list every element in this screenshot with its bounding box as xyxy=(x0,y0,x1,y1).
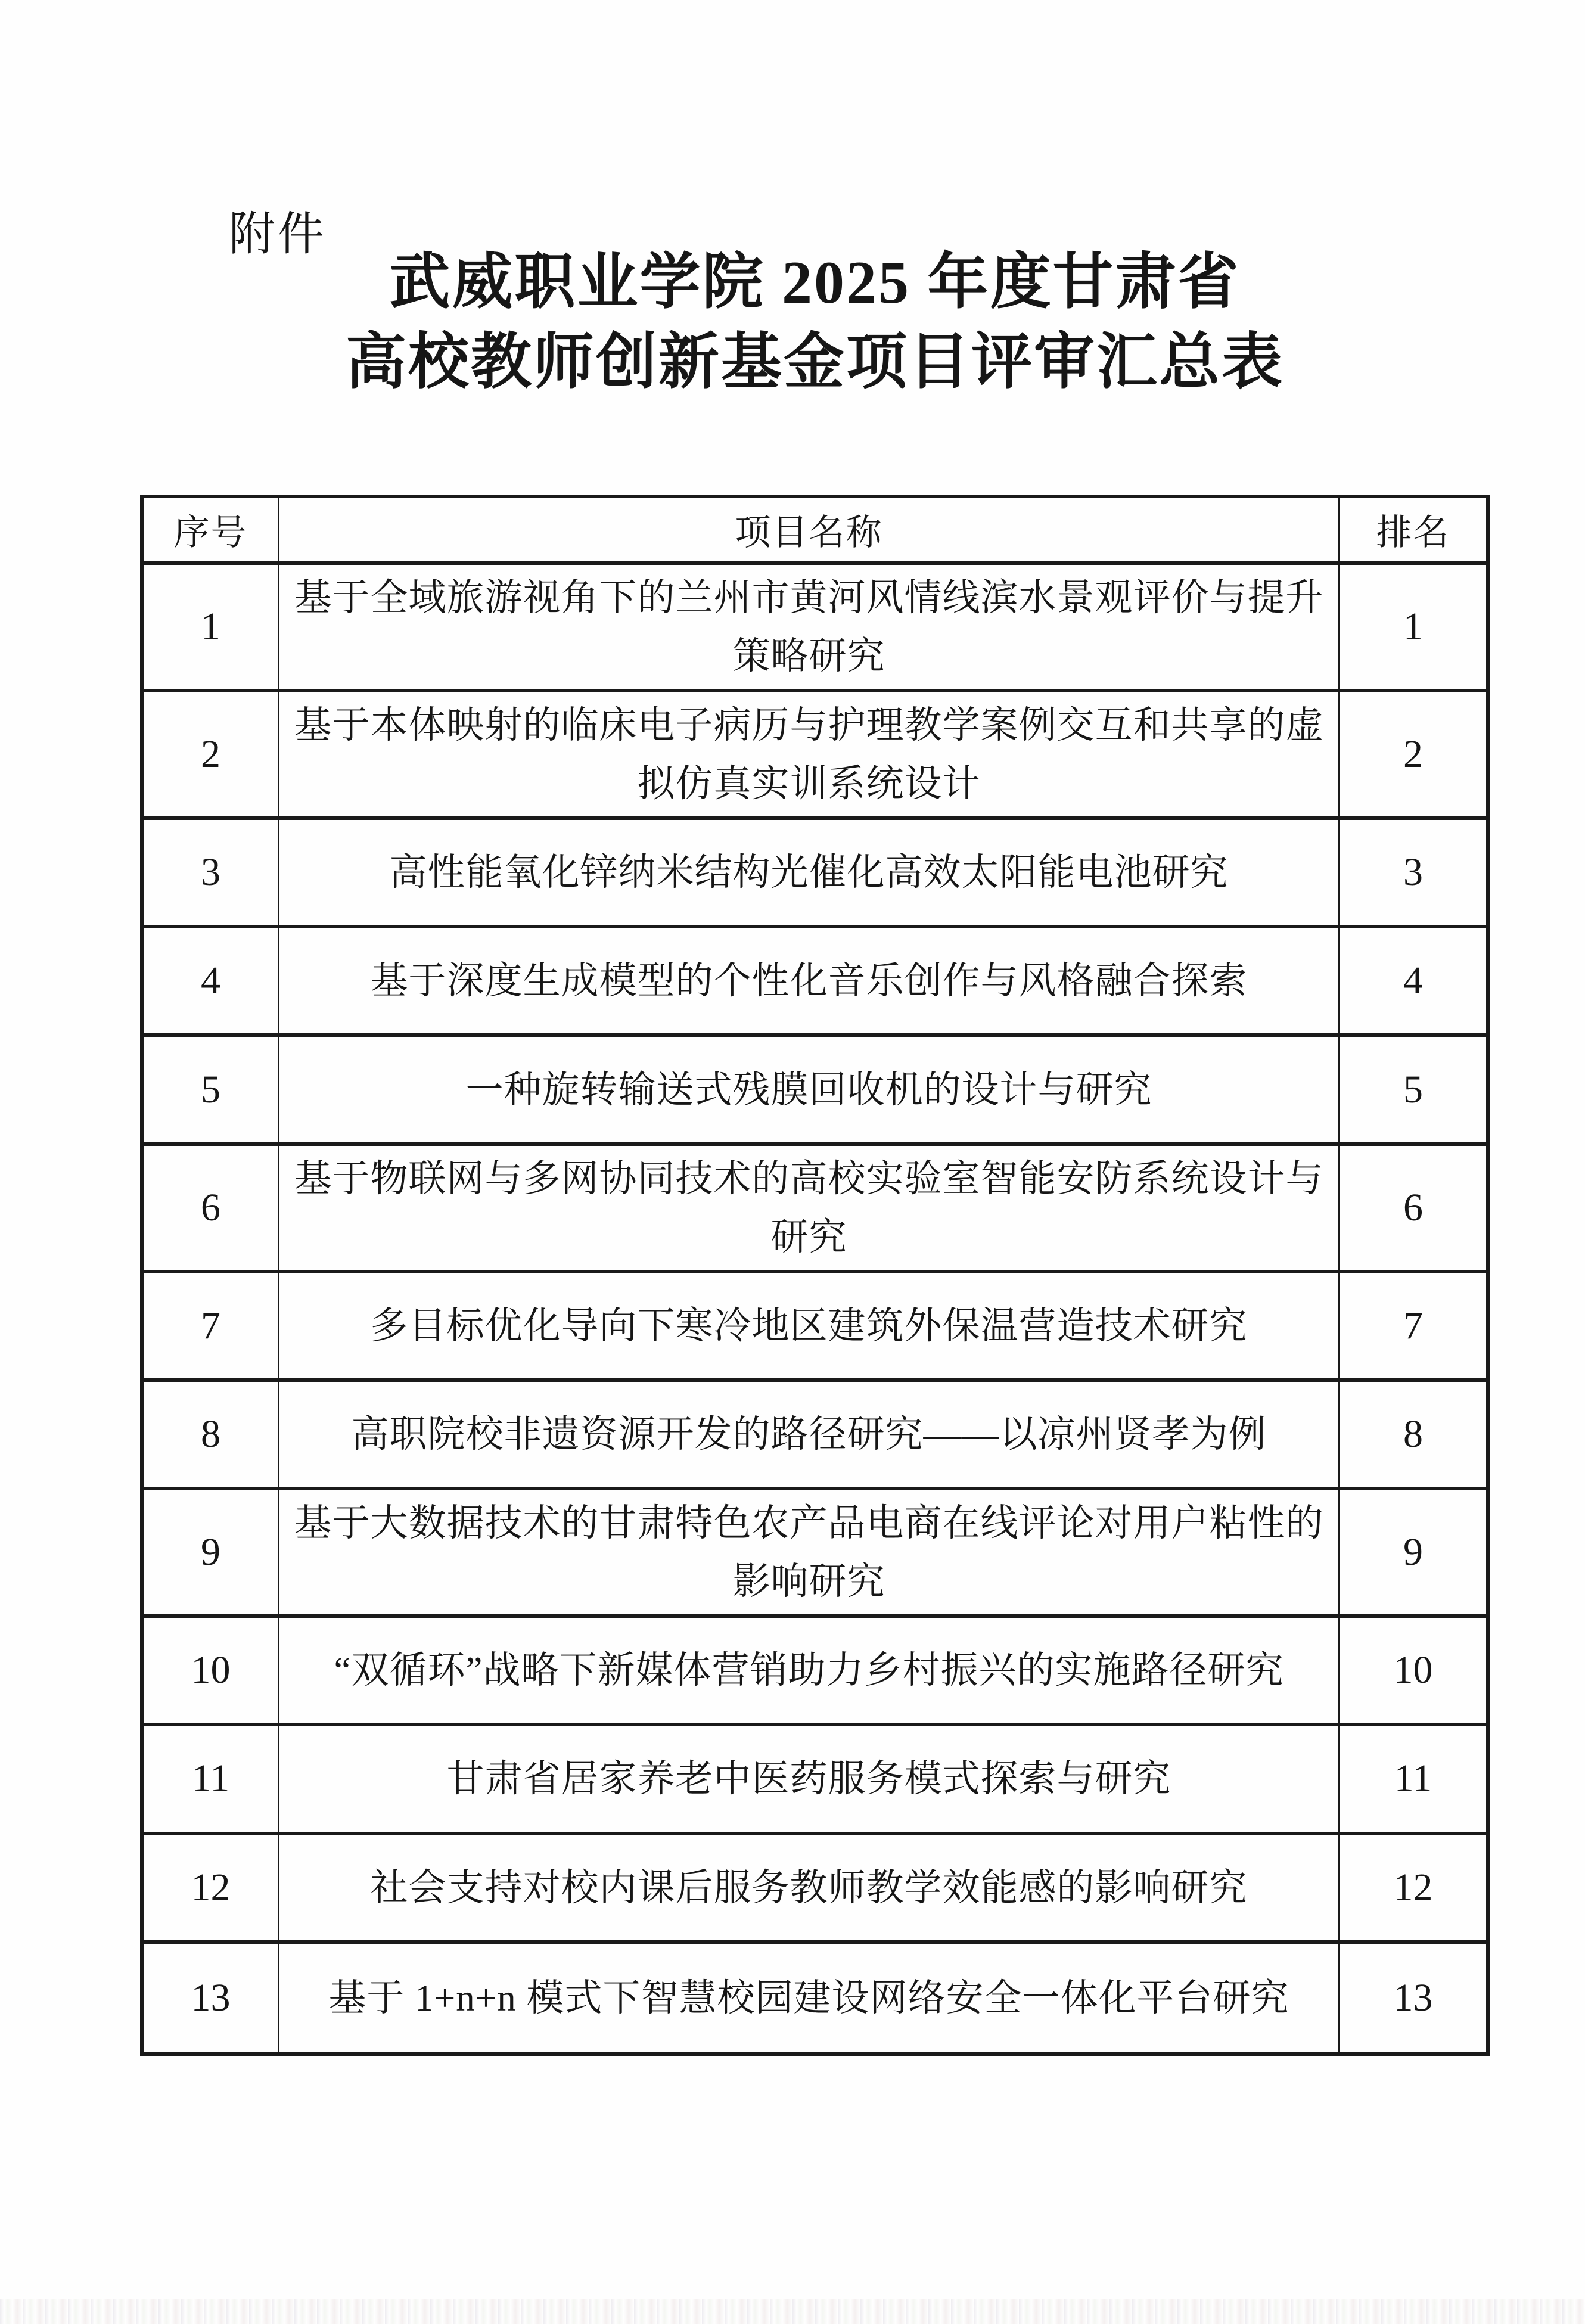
cell-rank: 7 xyxy=(1340,1273,1486,1382)
cell-project-name: 一种旋转输送式残膜回收机的设计与研究 xyxy=(279,1037,1340,1145)
cell-no: 1 xyxy=(144,565,279,692)
cell-project-name: 甘肃省居家养老中医药服务模式探索与研究 xyxy=(279,1726,1340,1835)
scan-noise-artifact xyxy=(0,2299,1585,2324)
cell-project-name: 基于本体映射的临床电子病历与护理教学案例交互和共享的虚拟仿真实训系统设计 xyxy=(279,692,1340,820)
cell-no: 3 xyxy=(144,820,279,928)
cell-rank: 11 xyxy=(1340,1726,1486,1835)
cell-project-name: 基于大数据技术的甘肃特色农产品电商在线评论对用户粘性的影响研究 xyxy=(279,1490,1340,1618)
cell-project-name: 基于 1+n+n 模式下智慧校园建设网络安全一体化平台研究 xyxy=(279,1944,1340,2052)
cell-rank: 5 xyxy=(1340,1037,1486,1145)
cell-project-name: 高职院校非遗资源开发的路径研究——以凉州贤孝为例 xyxy=(279,1382,1340,1490)
cell-no: 2 xyxy=(144,692,279,820)
cell-rank: 4 xyxy=(1340,928,1486,1037)
cell-no: 13 xyxy=(144,1944,279,2052)
cell-no: 12 xyxy=(144,1835,279,1944)
cell-no: 10 xyxy=(144,1618,279,1726)
cell-rank: 10 xyxy=(1340,1618,1486,1726)
cell-rank: 1 xyxy=(1340,565,1486,692)
cell-rank: 6 xyxy=(1340,1146,1486,1273)
cell-no: 11 xyxy=(144,1726,279,1835)
cell-project-name: 多目标优化导向下寒冷地区建筑外保温营造技术研究 xyxy=(279,1273,1340,1382)
cell-no: 6 xyxy=(144,1146,279,1273)
header-cell-no: 序号 xyxy=(144,498,279,565)
cell-rank: 8 xyxy=(1340,1382,1486,1490)
review-summary-table xyxy=(140,495,1490,2056)
cell-no: 8 xyxy=(144,1382,279,1490)
cell-rank: 9 xyxy=(1340,1490,1486,1618)
doc-title-line-2: 高校教师创新基金项目评审汇总表 xyxy=(346,329,1284,396)
cell-rank: 13 xyxy=(1393,1975,1433,2019)
cell-no: 4 xyxy=(144,928,279,1037)
doc-title xyxy=(140,243,1490,403)
cell-rank: 12 xyxy=(1340,1835,1486,1944)
cell-project-name: 基于全域旅游视角下的兰州市黄河风情线滨水景观评价与提升策略研究 xyxy=(279,565,1340,692)
header-cell-project-name: 项目名称 xyxy=(279,498,1340,565)
header-cell-rank: 排名 xyxy=(1340,498,1486,565)
cell-rank: 3 xyxy=(1340,820,1486,928)
attachment-label: 附件 xyxy=(229,208,327,260)
cell-project-name: 基于物联网与多网协同技术的高校实验室智能安防系统设计与研究 xyxy=(279,1146,1340,1273)
doc-title-line-1: 武威职业学院 2025 年度甘肃省 xyxy=(389,249,1241,316)
cell-project-name: 社会支持对校内课后服务教师教学效能感的影响研究 xyxy=(279,1835,1340,1944)
cell-rank: 2 xyxy=(1340,692,1486,820)
cell-project-name: 高性能氧化锌纳米结构光催化高效太阳能电池研究 xyxy=(279,820,1340,928)
cell-no: 7 xyxy=(144,1273,279,1382)
cell-project-name: 基于深度生成模型的个性化音乐创作与风格融合探索 xyxy=(279,928,1340,1037)
cell-no: 9 xyxy=(144,1490,279,1618)
cell-project-name: “双循环”战略下新媒体营销助力乡村振兴的实施路径研究 xyxy=(279,1618,1340,1726)
cell-no: 5 xyxy=(144,1037,279,1145)
